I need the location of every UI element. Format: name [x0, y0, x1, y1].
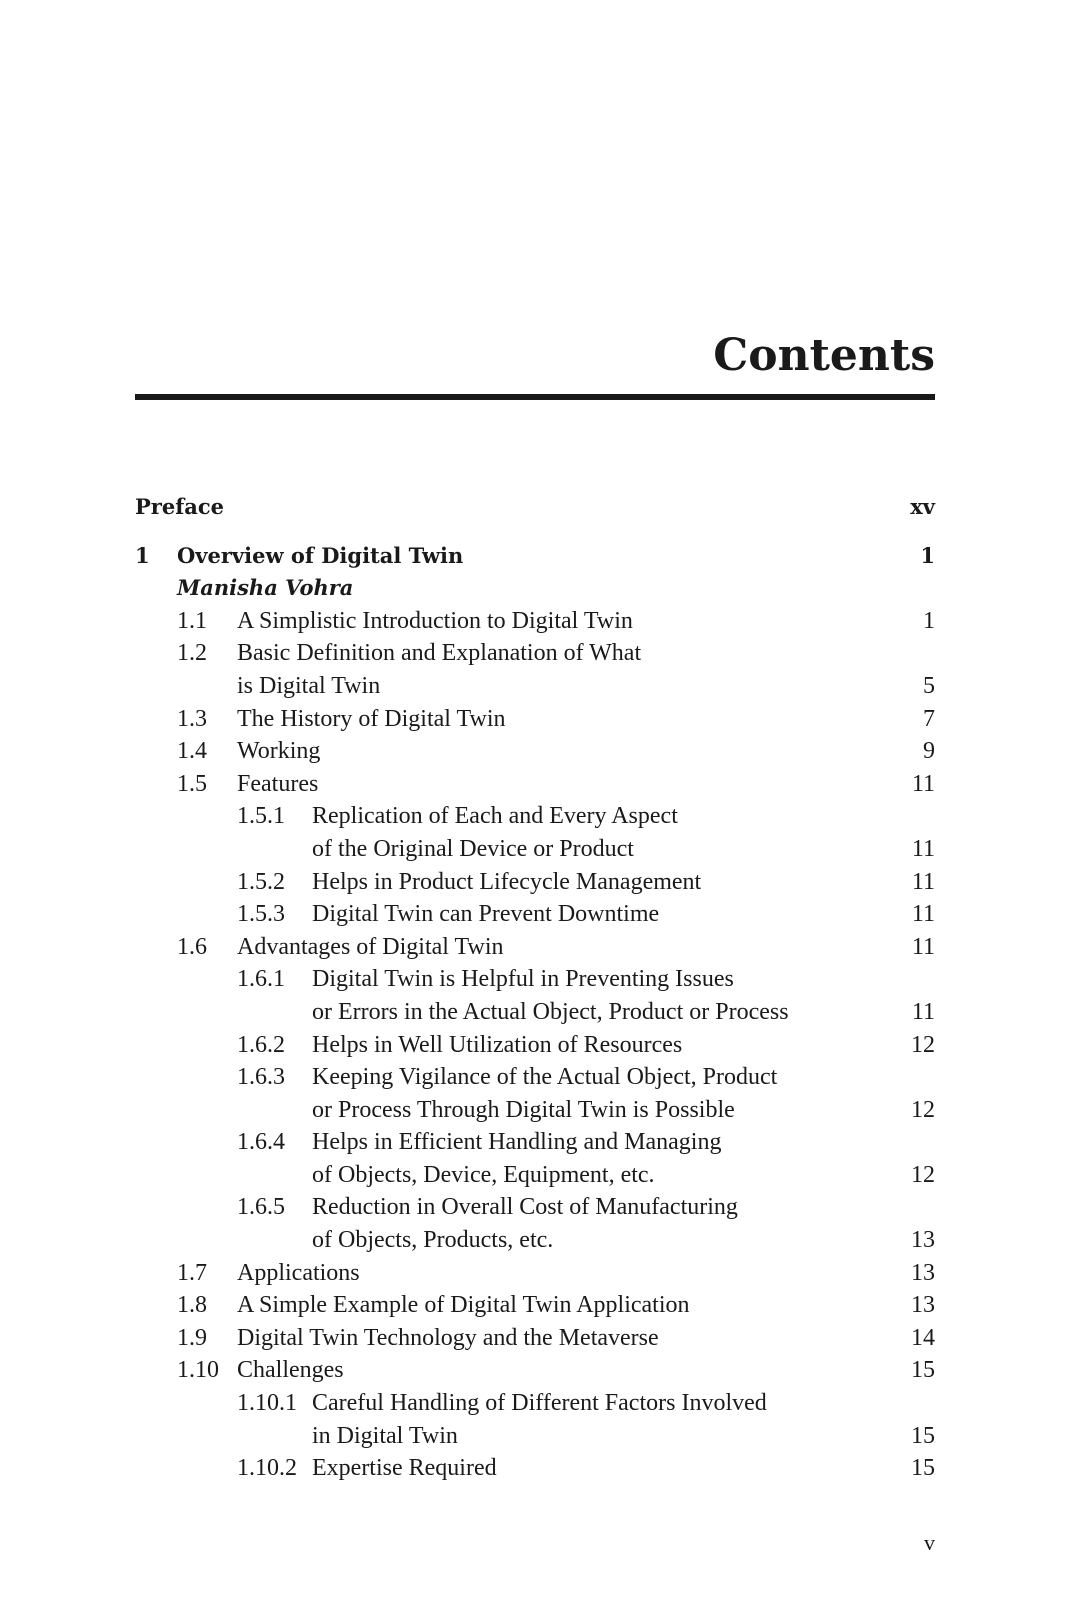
toc-entry-number: 1.10.2: [237, 1455, 297, 1482]
toc-entry-title: Helps in Well Utilization of Resources: [312, 1031, 683, 1058]
toc-entry-page: 9: [923, 738, 935, 765]
toc-entry-title-cont: of Objects, Device, Equipment, etc.: [312, 1161, 655, 1188]
toc-entry-number: 1.5.2: [237, 868, 285, 895]
title-rule: [135, 394, 935, 400]
chapter-author: [135, 572, 935, 605]
toc-entry-title: Helps in Product Lifecycle Management: [312, 868, 702, 895]
toc-subentry[interactable]: [135, 866, 935, 899]
toc-entry-number: 1.6.1: [237, 966, 285, 993]
toc-entry-title: Working: [237, 738, 321, 765]
toc-entry-page: xv: [910, 494, 935, 519]
toc-entry-page: 14: [911, 1324, 935, 1351]
toc-entry-number: 1: [135, 542, 150, 568]
toc-entry-title: Careful Handling of Different Factors Involved: [312, 1390, 767, 1417]
toc-entry-preface[interactable]: [135, 491, 935, 524]
toc-entry-title: Applications: [237, 1259, 360, 1286]
toc-subentry[interactable]: [135, 1126, 935, 1159]
toc-entry-title: Replication of Each and Every Aspect: [312, 803, 678, 830]
toc-entry-number: 1.8: [177, 1292, 207, 1319]
toc-entry[interactable]: [135, 735, 935, 768]
toc-entry[interactable]: [135, 1354, 935, 1387]
author-name: Manisha Vohra: [177, 575, 354, 601]
toc-subentry[interactable]: [135, 898, 935, 931]
toc-entry[interactable]: [135, 931, 935, 964]
toc-entry-title: Features: [237, 770, 319, 797]
toc-entry-number: 1.3: [177, 705, 207, 732]
toc-entry-title-cont: or Errors in the Actual Object, Product or Process: [312, 998, 789, 1025]
toc-entry-continuation[interactable]: [135, 670, 935, 703]
toc-subentry[interactable]: [135, 800, 935, 833]
toc-subentry[interactable]: [135, 1452, 935, 1485]
toc-entry[interactable]: [135, 768, 935, 801]
table-of-contents: [135, 491, 935, 1485]
toc-entry-number: 1.7: [177, 1259, 207, 1286]
toc-entry-title: Overview of Digital Twin: [177, 542, 464, 568]
toc-entry[interactable]: [135, 1322, 935, 1355]
toc-entry-title-cont: of Objects, Products, etc.: [312, 1227, 554, 1254]
toc-entry-page: 15: [911, 1455, 935, 1482]
toc-entry-title: Keeping Vigilance of the Actual Object, Product: [312, 1064, 778, 1091]
toc-entry-title: A Simple Example of Digital Twin Application: [237, 1292, 690, 1319]
toc-entry-page: 5: [923, 672, 935, 699]
toc-entry-page: 12: [911, 1031, 935, 1058]
toc-entry-title-cont: of the Original Device or Product: [312, 835, 634, 862]
toc-entry-page: 13: [911, 1292, 935, 1319]
toc-entry-number: 1.5: [177, 770, 207, 797]
toc-entry[interactable]: [135, 703, 935, 736]
toc-entry-number: 1.6: [177, 933, 207, 960]
toc-entry-number: 1.5.3: [237, 901, 285, 928]
toc-entry-page: 13: [911, 1227, 935, 1254]
toc-entry-page: 11: [911, 933, 935, 960]
toc-entry-page: 1: [920, 542, 935, 568]
toc-entry-continuation[interactable]: [135, 996, 935, 1029]
toc-chapter-1[interactable]: [135, 540, 935, 573]
toc-entry-number: 1.10.1: [237, 1390, 297, 1417]
toc-entry-page: 11: [911, 868, 935, 895]
toc-entry-title: Digital Twin can Prevent Downtime: [312, 901, 660, 928]
toc-entry-title: Helps in Efficient Handling and Managing: [312, 1129, 722, 1156]
toc-entry-number: 1.6.5: [237, 1194, 285, 1221]
toc-entry-page: 11: [911, 770, 935, 797]
toc-entry-number: 1.6.2: [237, 1031, 285, 1058]
toc-entry[interactable]: [135, 1257, 935, 1290]
toc-entry-title-cont: or Process Through Digital Twin is Possible: [312, 1096, 735, 1123]
toc-entry-number: 1.6.3: [237, 1064, 285, 1091]
toc-entry-page: 11: [911, 835, 935, 862]
toc-entry-title: Basic Definition and Explanation of What: [237, 640, 642, 667]
toc-subentry[interactable]: [135, 1061, 935, 1094]
toc-entry-title: Expertise Required: [312, 1455, 497, 1482]
toc-entry-page: 1: [923, 607, 935, 634]
toc-entry-page: 15: [911, 1357, 935, 1384]
toc-subentry[interactable]: [135, 1387, 935, 1420]
toc-entry-page: 12: [911, 1096, 935, 1123]
toc-entry-page: 11: [911, 998, 935, 1025]
toc-entry-continuation[interactable]: [135, 1094, 935, 1127]
toc-entry-page: 11: [911, 901, 935, 928]
toc-entry-continuation[interactable]: [135, 833, 935, 866]
toc-entry-title-cont: in Digital Twin: [312, 1422, 458, 1449]
toc-entry-page: 7: [923, 705, 935, 732]
toc-entry-number: 1.2: [177, 640, 207, 667]
toc-entry-page: 15: [911, 1422, 935, 1449]
toc-entry[interactable]: [135, 1289, 935, 1322]
toc-entry-title: The History of Digital Twin: [237, 705, 506, 732]
toc-entry-title: Preface: [135, 494, 225, 519]
page-title: Contents: [713, 330, 935, 381]
toc-entry-number: 1.1: [177, 607, 207, 634]
toc-entry-title: Advantages of Digital Twin: [237, 933, 504, 960]
toc-entry-number: 1.6.4: [237, 1129, 285, 1156]
toc-entry-page: 12: [911, 1161, 935, 1188]
toc-entry[interactable]: [135, 605, 935, 638]
toc-entry-number: 1.4: [177, 738, 207, 765]
toc-entry-title: Challenges: [237, 1357, 344, 1384]
toc-entry-continuation[interactable]: [135, 1420, 935, 1453]
toc-entry-number: 1.10: [177, 1357, 219, 1384]
toc-entry-title: Digital Twin is Helpful in Preventing Issues: [312, 966, 734, 993]
toc-entry-title: Digital Twin Technology and the Metaverse: [237, 1324, 659, 1351]
toc-entry-title: Reduction in Overall Cost of Manufacturing: [312, 1194, 738, 1221]
toc-entry-continuation[interactable]: [135, 1159, 935, 1192]
toc-subentry[interactable]: [135, 1029, 935, 1062]
toc-subentry[interactable]: [135, 963, 935, 996]
toc-entry[interactable]: [135, 637, 935, 670]
toc-entry-number: 1.9: [177, 1324, 207, 1351]
toc-entry-title-cont: is Digital Twin: [237, 672, 381, 699]
toc-entry-title: A Simplistic Introduction to Digital Twin: [237, 607, 633, 634]
toc-entry-number: 1.5.1: [237, 803, 285, 830]
toc-subentry[interactable]: [135, 1191, 935, 1224]
toc-entry-continuation[interactable]: [135, 1224, 935, 1257]
toc-entry-page: 13: [911, 1259, 935, 1286]
page-number: v: [924, 1530, 935, 1555]
